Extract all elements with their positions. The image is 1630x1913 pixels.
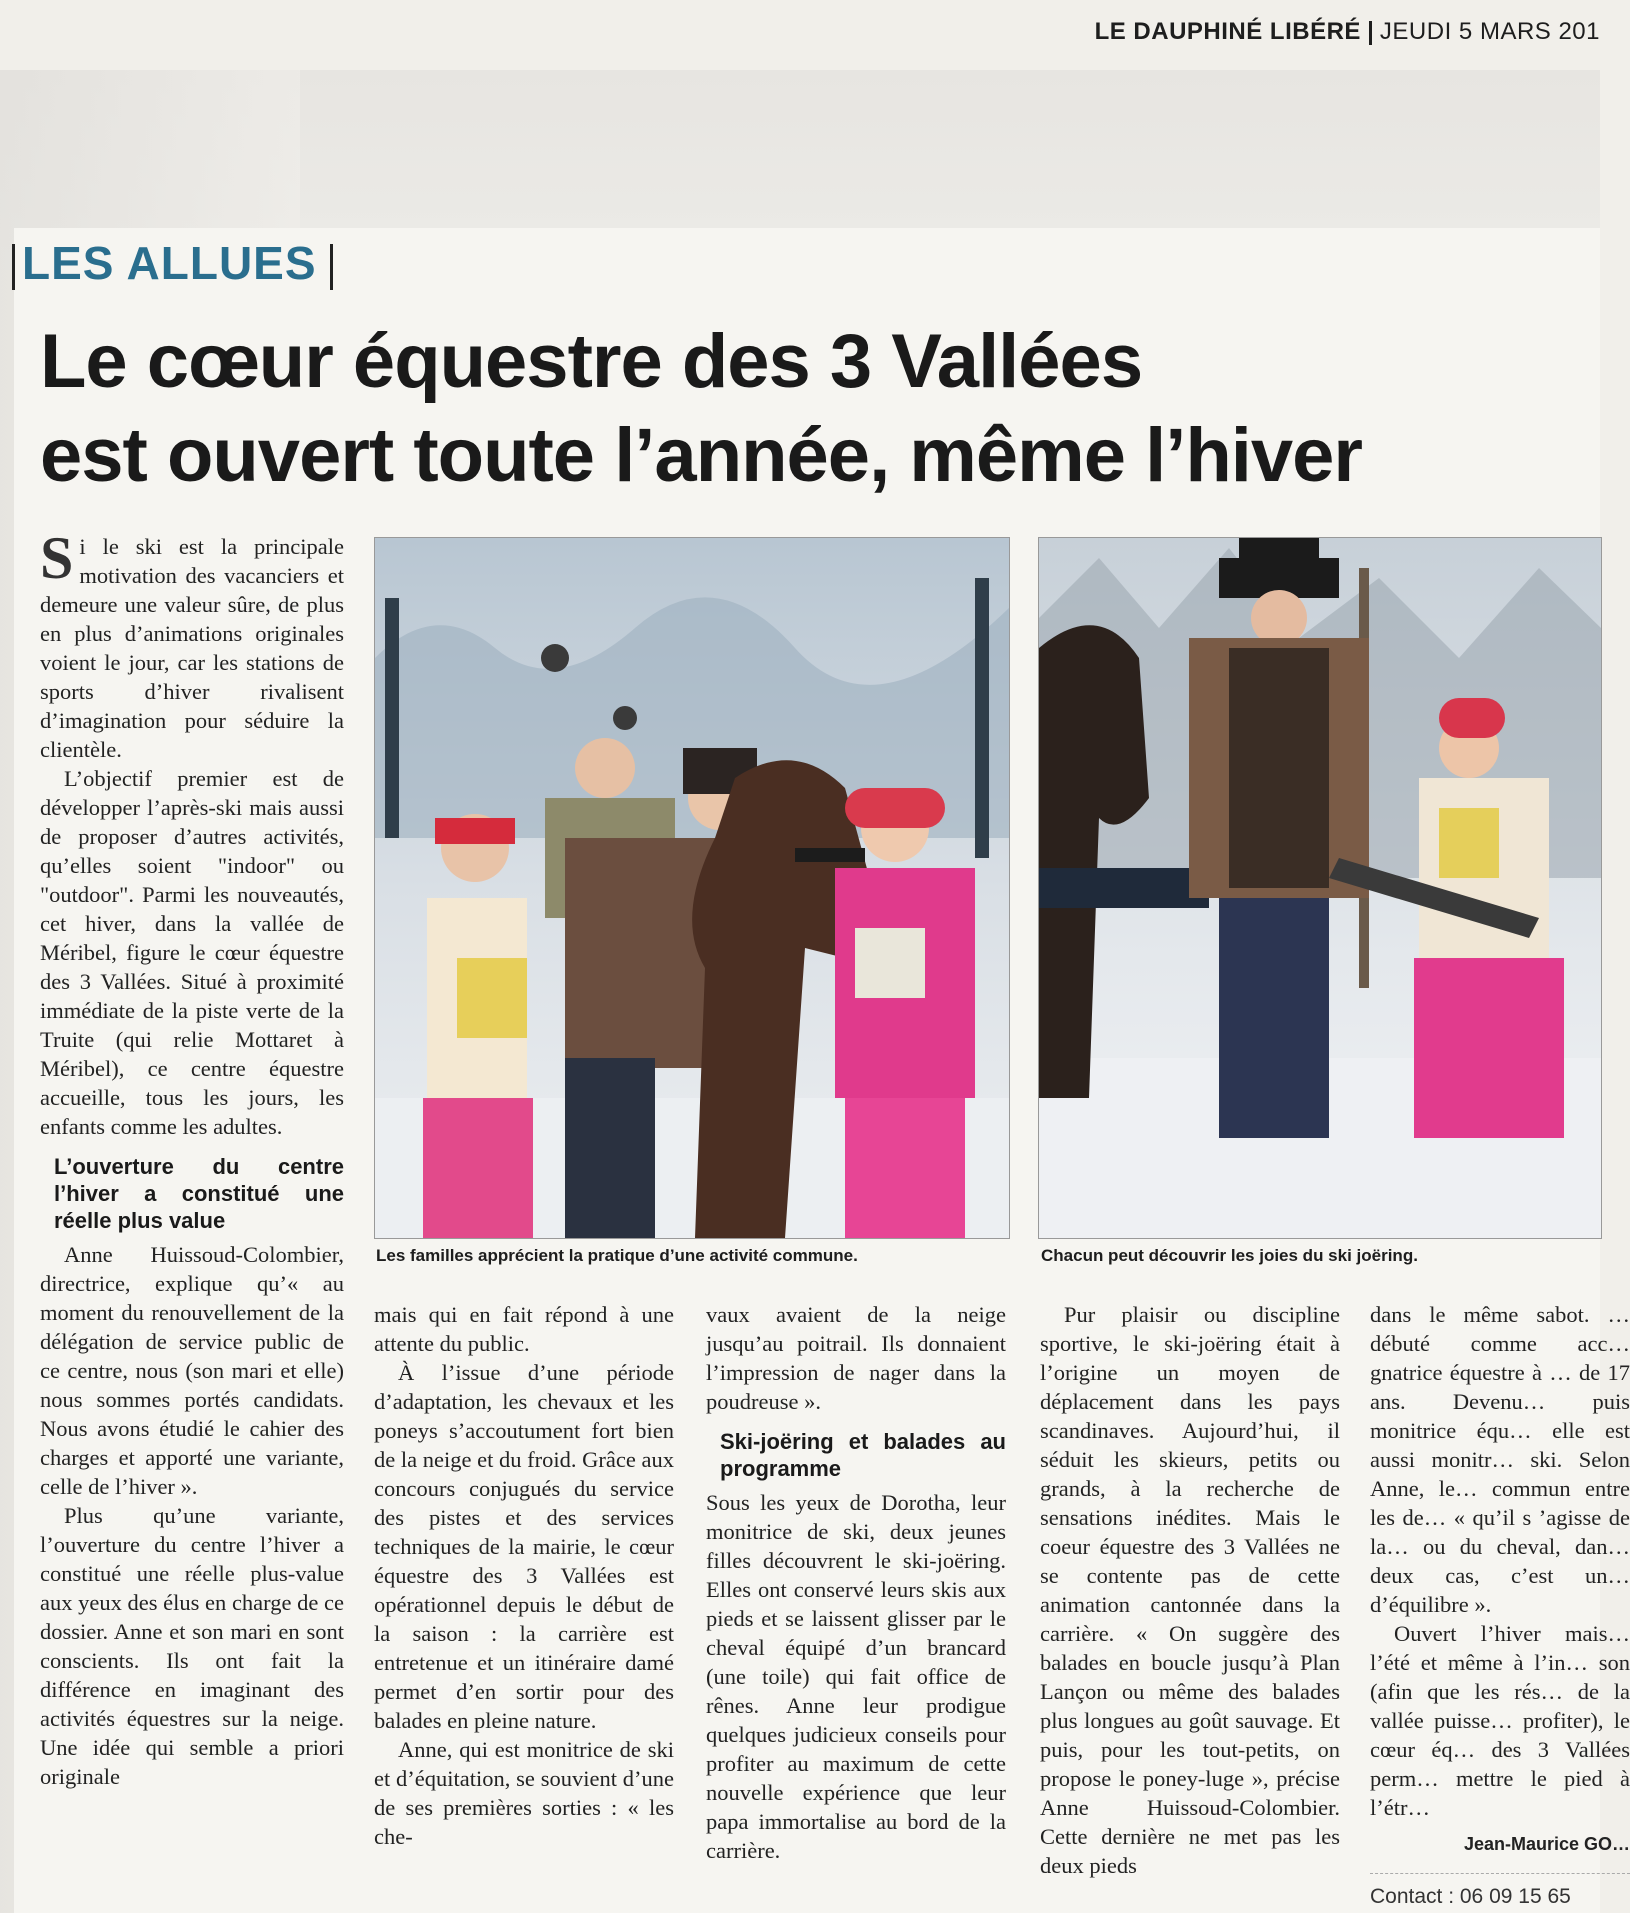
headline-line-1: Le cœur équestre des 3 Vallées [40,319,1143,404]
intro-column [40,525,344,1791]
photo-families-horse [374,537,1010,1239]
newspaper-name: LE DAUPHINÉ LIBÉRÉ [1094,18,1361,45]
col5-paragraph-2: Ouvert l’hiver mais… l’été et même à l’in… son (afin que les rés… de la vallée puisse… profiter), le cœur éq… des 3 Vallées perm… mettre le pied à l’étr… [1370,1621,1630,1820]
col1-paragraph-2: Plus qu’une variante, l’ouverture du centre l’hiver a constitué une réelle plus-value aux yeux des élus en charge de ce dossier. Anne et son mari en sont conscients. Ils ont fait la différence en imaginant des activités équestres sur la neige. Une idée qui semble a priori originale [40,1503,344,1789]
col2-paragraph-2: À l’issue d’une période d’adaptation, les chevaux et les poneys s’accoutument fort bien de la neige et du froid. Grâce aux concours conjugués du service des pistes et des services techniques de la mairie, le cœur équestre des 3 Vallées est opérationnel depuis le début de la saison : la carrière est entretenue et un itinéraire damé permet d’en sortir pour des balades en pleine nature. [374,1360,674,1733]
column-5-clip [1370,1300,1630,1908]
masthead-divider [1369,21,1372,45]
headline-line-2: est ouvert toute l’année, même l’hiver [40,413,1362,498]
author-signature: Jean-Maurice GO… [1463,1834,1630,1854]
column-4 [1040,1300,1340,1880]
col2-paragraph-3: Anne, qui est monitrice de ski et d’équitation, se souvient d’une de ses premières sorties : « les che- [374,1737,674,1849]
intro-text-1: i le ski est la principale motivation des vacanciers et demeure une valeur sûre, de plus en plus d’animations originales voient le jour, car les stations de sports d’hiver rivalisent d’imagination pour séduire la clientèle. [40,534,344,762]
subhead-2: Ski-joëring et balades au programme [720,1429,1006,1481]
col4-paragraph-1: Pur plaisir ou discipline sportive, le ski-joëring était à l’origine un moyen de déplacement dans les pays scandinaves. Aujourd’hui, il séduit les skieurs, petits ou grands, à la recherche de sensations inédites. Mais le coeur équestre des 3 Vallées ne se contente pas de cette animation cantonnée dans la carrière. « On suggère des balades en boucle jusqu’à Plan Lançon ou même des balades plus longues au goût sauvage. Et puis, pour les tout-petits, on propose le poney-luge », précise Anne Huissoud-Colombier. Cette dernière ne met pas les deux pieds [1040,1302,1340,1878]
photo-ski-joering-image [1039,538,1601,1238]
column-3 [706,1300,1006,1865]
drop-cap: S [40,525,74,591]
photo-caption-2: Chacun peut découvrir les joies du ski joëring. [1041,1246,1418,1265]
col3-paragraph-2: Sous les yeux de Dorotha, leur monitrice de ski, deux jeunes filles découvrent le ski-joëring. Elles ont conservé leurs skis aux pieds et se laissent glisser par le cheval équipé d’un brancard (une toile) qui fait office de rênes. Anne leur prodigue quelques judicieux conseils pour profiter au maximum de cette nouvelle expérience que leur papa immortalise au bord de la carrière. [706,1490,1006,1863]
column-2 [374,1300,674,1851]
photo-families-horse-image [375,538,1009,1238]
subhead-1: L’ouverture du centre l’hiver a constitué une réelle plus value [54,1154,344,1233]
column-5 [1370,1300,1630,1911]
photo-caption-1: Les familles apprécient la pratique d’une activité commune. [376,1246,858,1265]
headline [40,315,1580,503]
col2-paragraph-1: mais qui en fait répond à une attente du public. [374,1302,674,1356]
col1-paragraph-1: Anne Huissoud-Colombier, directrice, explique qu’« au moment du renouvellement de la délégation de service public de ce centre, nous (son mari et elle) nous sommes portés candidats. Nous avons étudié le cahier des charges et apporté une variante, celle de l’hiver ». [40,1242,344,1499]
section-kicker: LES ALLUES [22,237,317,289]
photo-ski-joering [1038,537,1602,1239]
col3-paragraph-1: vaux avaient de la neige jusqu’au poitrail. Ils donnaient l’impression de nager dans la poudreuse ». [706,1302,1006,1414]
col5-paragraph-1: dans le même sabot. … débuté comme acc… gnatrice équestre à … de 17 ans. Devenu… puis monitrice équ… elle est aussi monitr… ski. Selon Anne, le… commun entre les de… « qu’il s ’agisse de la… ou du cheval, dan… deux cas, c’est un… d’équilibre ». [1370,1302,1630,1617]
contact-line: Contact : 06 09 15 65 [1370,1873,1630,1911]
masthead [1095,18,1600,46]
intro-paragraph-2: L’objectif premier est de développer l’après-ski mais aussi de proposer d’autres activités, qu’elles soient "indoor" ou "outdoor". Parmi les nouveautés, cet hiver, dans la vallée de Méribel, figure le cœur équestre des 3 Vallées. Situé à proximité immédiate de la piste verte de la Truite (qui relie Mottaret à Méribel), ce centre équestre accueille, tous les jours, les enfants comme les adultes. [40,766,344,1139]
issue-date: JEUDI 5 MARS 201 [1379,18,1600,45]
intro-paragraph-1 [40,525,344,764]
